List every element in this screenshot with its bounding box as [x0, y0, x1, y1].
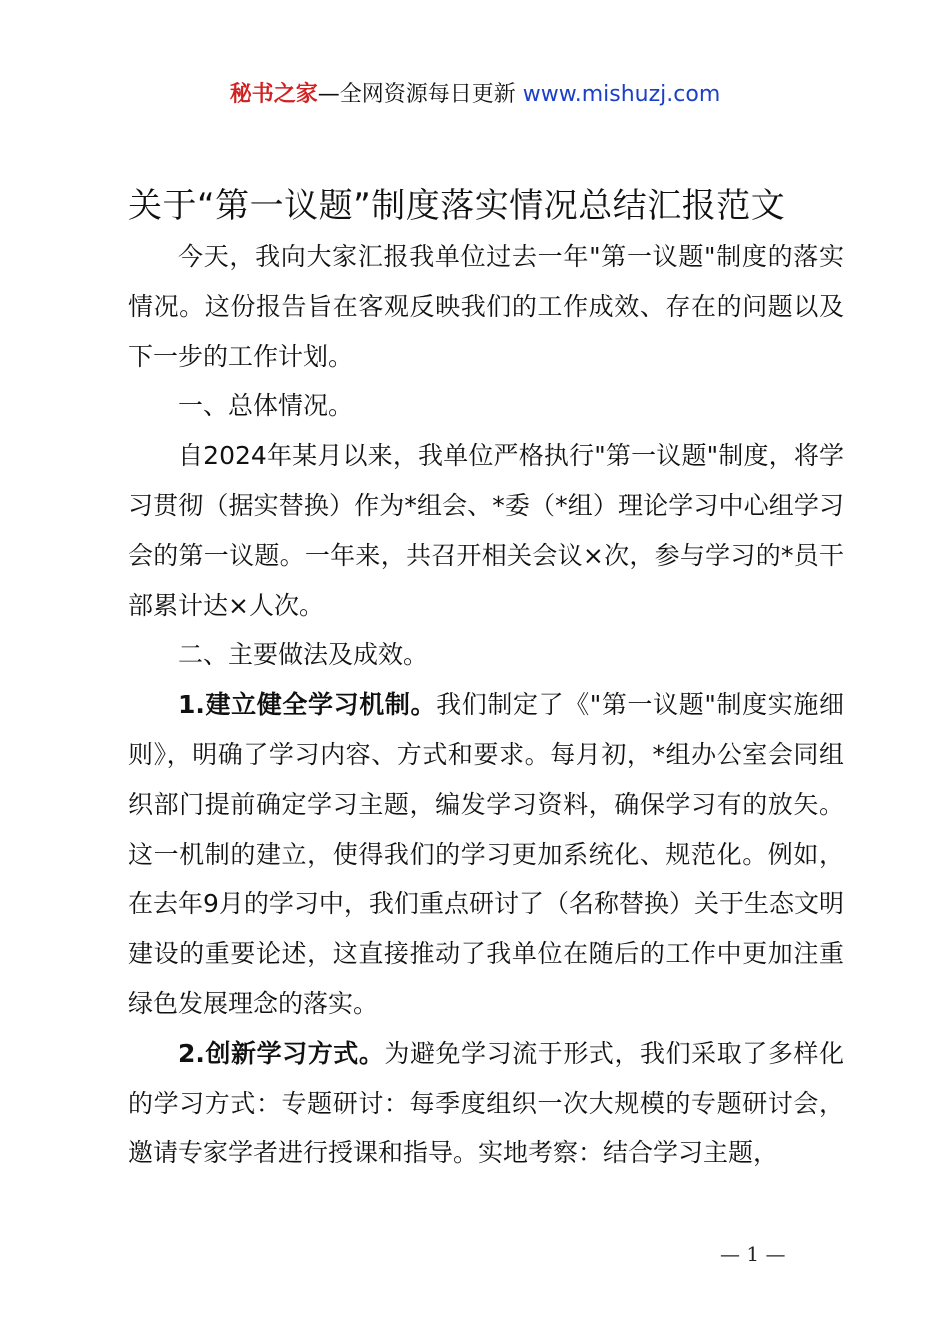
- document-body: [128, 232, 844, 1178]
- section-heading-practices: [128, 630, 844, 680]
- paragraph-text: 我们制定了《"第一议题"制度实施细则》，明确了学习内容、方式和要求。每月初，*组办公室会同组织部门提前确定学习主题，编发学习资料，确保学习有的放矢。这一机制的建立，使得我们的学习更加系统化、规范化。例如，在去年9月的学习中，我们重点研讨了（名称替换）关于生态文明建设的重要论述，这直接推动了我单位在随后的工作中更加注重绿色发展理念的落实。: [128, 690, 844, 1018]
- page-number: — 1 —: [720, 1242, 786, 1266]
- paragraph-overview: [128, 431, 844, 630]
- paragraph-text: 一、总体情况。: [178, 391, 354, 421]
- paragraph-text: 今天，我向大家汇报我单位过去一年"第一议题"制度的落实情况。这份报告旨在客观反映我们的工作成效、存在的问题以及下一步的工作计划。: [128, 242, 844, 371]
- paragraph-methods: [128, 1029, 844, 1178]
- paragraph-lead: 2.创新学习方式。: [178, 1038, 385, 1068]
- paragraph-text: 自2024年某月以来，我单位严格执行"第一议题"制度，将学习贯彻（据实替换）作为*组会、*委（*组）理论学习中心组学习会的第一议题。一年来，共召开相关会议×次，参与学习的*员干部累计达×人次。: [128, 441, 844, 620]
- paragraph-text: 为避免学习流于形式，我们采取了多样化的学习方式：专题研讨：每季度组织一次大规模的专题研讨会，邀请专家学者进行授课和指导。实地考察：结合学习主题，: [128, 1038, 844, 1168]
- site-header: [0, 80, 950, 110]
- paragraph-text: 二、主要做法及成效。: [178, 640, 429, 670]
- site-url-link[interactable]: www.mishuzj.com: [522, 82, 721, 107]
- section-heading-overview: [128, 381, 844, 431]
- header-tagline: —全网资源每日更新: [317, 82, 523, 107]
- paragraph-intro: [128, 232, 844, 381]
- paragraph-mechanism: [128, 680, 844, 1029]
- paragraph-lead: 1.建立健全学习机制。: [178, 690, 437, 720]
- brand-name: 秘书之家: [229, 82, 318, 107]
- document-title: 关于“第一议题”制度落实情况总结汇报范文: [128, 186, 786, 226]
